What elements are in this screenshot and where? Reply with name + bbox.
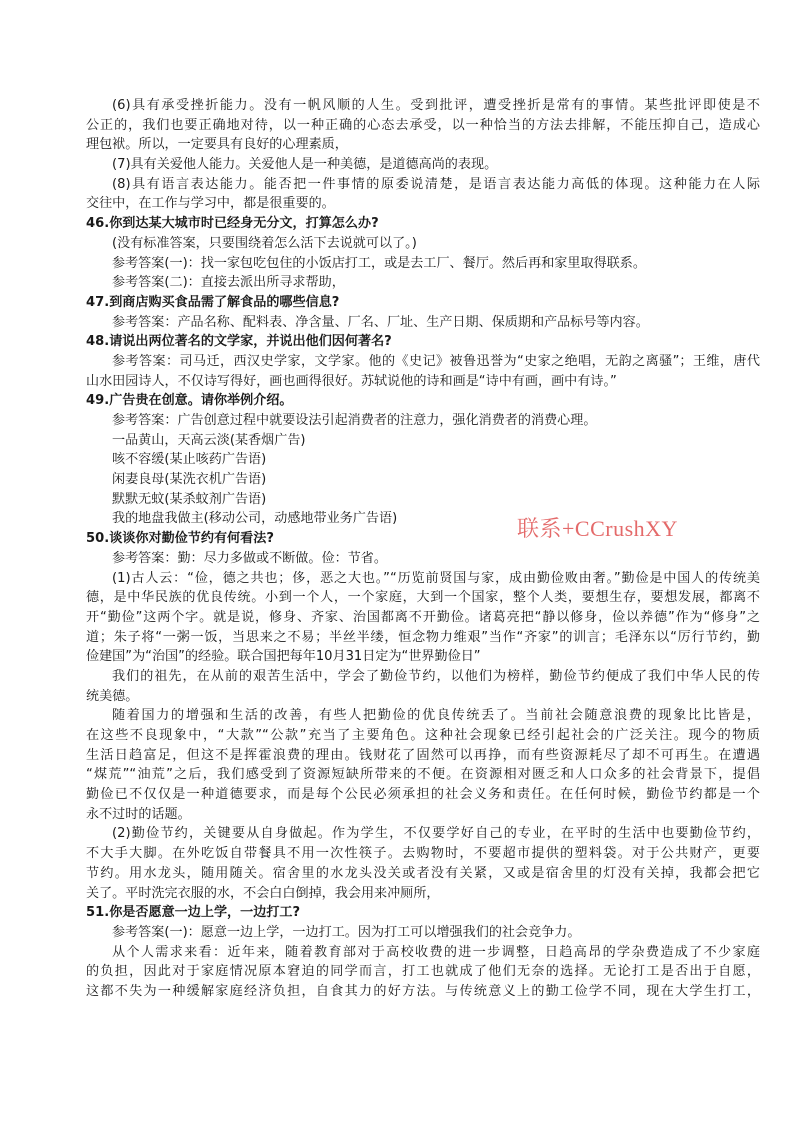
- text-line: (1)古人云：“俭，德之共也；侈，恶之大也。”“历览前贤国与家，成由勤俭败由奢。”勤俭是中国人的传统美: [112, 570, 760, 586]
- text-line: 参考答案：广告创意过程中就要设法引起消费者的注意力，强化消费者的消费心理。: [112, 413, 597, 428]
- text-line: 山水田园诗人，不仅诗写得好，画也画得很好。苏轼说他的诗和画是“诗中有画，画中有诗。”: [86, 373, 617, 389]
- question-heading: 46.你到达某大城市时已经身无分文，打算怎么办?: [86, 216, 379, 232]
- text-line: 的负担，因此对于家庭情况原本窘迫的同学而言，打工也就成了他们无奈的选择。无论打工是否出于自愿，: [86, 964, 760, 980]
- text-line: 我们的祖先，在从前的艰苦生活中，学会了勤俭节约，以他们为榜样，勤俭节约便成了我们中华人民的传: [112, 668, 760, 684]
- text-line: 参考答案(二)：直接去派出所寻求帮助，: [112, 275, 345, 291]
- text-line: 参考答案(一)：找一家包吃包住的小饭店打工，或是去工厂、餐厅。然后再和家里取得联系。: [112, 255, 646, 271]
- text-line: 参考答案：勤：尽力多做或不断做。俭：节省。: [112, 550, 387, 566]
- text-line: (没有标准答案，只要围绕着怎么活下去说就可以了。): [112, 235, 417, 251]
- text-line: 不大手大脚。在外吃饭自带餐具不用一次性筷子。去购物时，不要超市提供的塑料袋。对于公共财产，更要: [86, 846, 760, 862]
- watermark-contact: 联系+CCrushXY: [517, 516, 678, 541]
- text-line: 关了。平时洗完衣服的水，不会白白倒掉，我会用来冲厕所，: [86, 885, 440, 901]
- text-line: “煤荒”“油荒”之后，我们感受到了资源短缺所带来的不便。在资源相对匮乏和人口众多的社会背景下，提倡: [86, 767, 760, 783]
- text-line: 在这些不良现象中，“大款”“公款”充当了主要角色。这种社会现象已经引起社会的广泛关注。现今的物质: [86, 728, 760, 743]
- text-line: (2)勤俭节约，关键要从自身做起。作为学生，不仅要学好自己的专业，在平时的生活中也要勤俭节约，: [112, 826, 760, 842]
- text-line: 随着国力的增强和生活的改善，有些人把勤俭的优良传统丢了。当前社会随意浪费的现象比比皆是，: [112, 708, 760, 724]
- text-line: 我的地盘我做主(移动公司，动感地带业务广告语): [112, 511, 398, 527]
- question-heading: 49.广告贵在创意。请你举例介绍。: [86, 393, 293, 409]
- text-line: 开“勤俭”这两个字。就是说，修身、齐家、治国都离不开勤俭。诸葛亮把“静以修身，俭以养德”作为“修身”之: [86, 609, 760, 625]
- text-line: 交往中，在工作与学习中，都是很重要的。: [86, 196, 335, 212]
- text-line: (8)具有语言表达能力。能否把一件事情的原委说清楚，是语言表达能力高低的体现。这种能力在人际: [112, 176, 760, 192]
- question-heading: 47.到商店购买食品需了解食品的哪些信息?: [86, 294, 340, 310]
- text-line: 默默无蚊(某杀蚊剂广告语): [112, 491, 267, 507]
- question-heading: 48.请说出两位著名的文学家，并说出他们因何著名?: [86, 334, 392, 350]
- text-line: (6)具有承受挫折能力。没有一帆风顺的人生。受到批评，遭受挫折是常有的事情。某些批评即使是不: [112, 98, 760, 113]
- text-line: 这都不失为一种缓解家庭经济负担，自食其力的好方法。与传统意义上的勤工俭学不同，现在大学生打工，: [86, 983, 760, 999]
- text-line: 参考答案：产品名称、配料表、净含量、厂名、厂址、生产日期、保质期和产品标号等内容。: [112, 314, 649, 330]
- text-line: 节约。用水龙头，随用随关。宿舍里的水龙头没关或者没有关紧，又或是宿舍里的灯没有关掉，我都会把它: [86, 865, 760, 881]
- text-line: 理包袱。所以，一定要具有良好的心理素质，: [86, 137, 348, 153]
- text-line: 参考答案：司马迁，西汉史学家，文学家。他的《史记》被鲁迅誉为“史家之绝唱，无韵之离骚”；王维，唐代: [112, 353, 760, 369]
- text-line: 公正的，我们也要正确地对待，以一种正确的心态去承受，以一种恰当的方法去排解，不能压抑自己，造成心: [86, 117, 760, 133]
- text-line: 俭建国”为“治国”的经验。联合国把每年10月31日定为“世界勤俭日”: [86, 649, 481, 665]
- text-line: 德，是中华民族的优良传统。小到一个人，一个家庭，大到一个国家，整个人类，要想生存，要想发展，都离不: [86, 590, 760, 606]
- text-line: (7)具有关爱他人能力。关爱他人是一种美德，是道德高尚的表现。: [112, 157, 498, 173]
- text-line: 参考答案(一)：愿意一边上学，一边打工。因为打工可以增强我们的社会竞争力。: [112, 924, 581, 940]
- text-line: 闲妻良母(某洗衣机广告语): [112, 472, 267, 488]
- document-page: [0, 96, 800, 1002]
- text-line: 永不过时的话题。: [86, 806, 191, 822]
- text-line: 咳不容缓(某止咳药广告语): [112, 452, 267, 468]
- question-heading: 51.你是否愿意一边上学，一边打工?: [86, 905, 301, 921]
- text-line: 一品黄山，天高云淡(某香烟广告): [112, 432, 306, 448]
- text-line: 生活日趋富足，但这不是挥霍浪费的理由。钱财花了固然可以再挣，而有些资源耗尽了却不可再生。在遭遇: [86, 747, 760, 763]
- text-line: 道；朱子将“一粥一饭，当思来之不易；半丝半缕，恒念物力维艰”当作“齐家”的训言；毛泽东以“厉行节约，勤: [86, 629, 760, 645]
- text-line: 统美德。: [86, 688, 139, 704]
- question-heading: 50.谈谈你对勤俭节约有何看法?: [86, 531, 274, 547]
- text-line: 从个人需求来看：近年来，随着教育部对于高校收费的进一步调整，日趋高昂的学杂费造成了不少家庭: [112, 944, 760, 960]
- text-line: 勤俭已不仅仅是一种道德要求，而是每个公民必须承担的社会义务和责任。在任何时候，勤俭节约都是一个: [86, 787, 760, 803]
